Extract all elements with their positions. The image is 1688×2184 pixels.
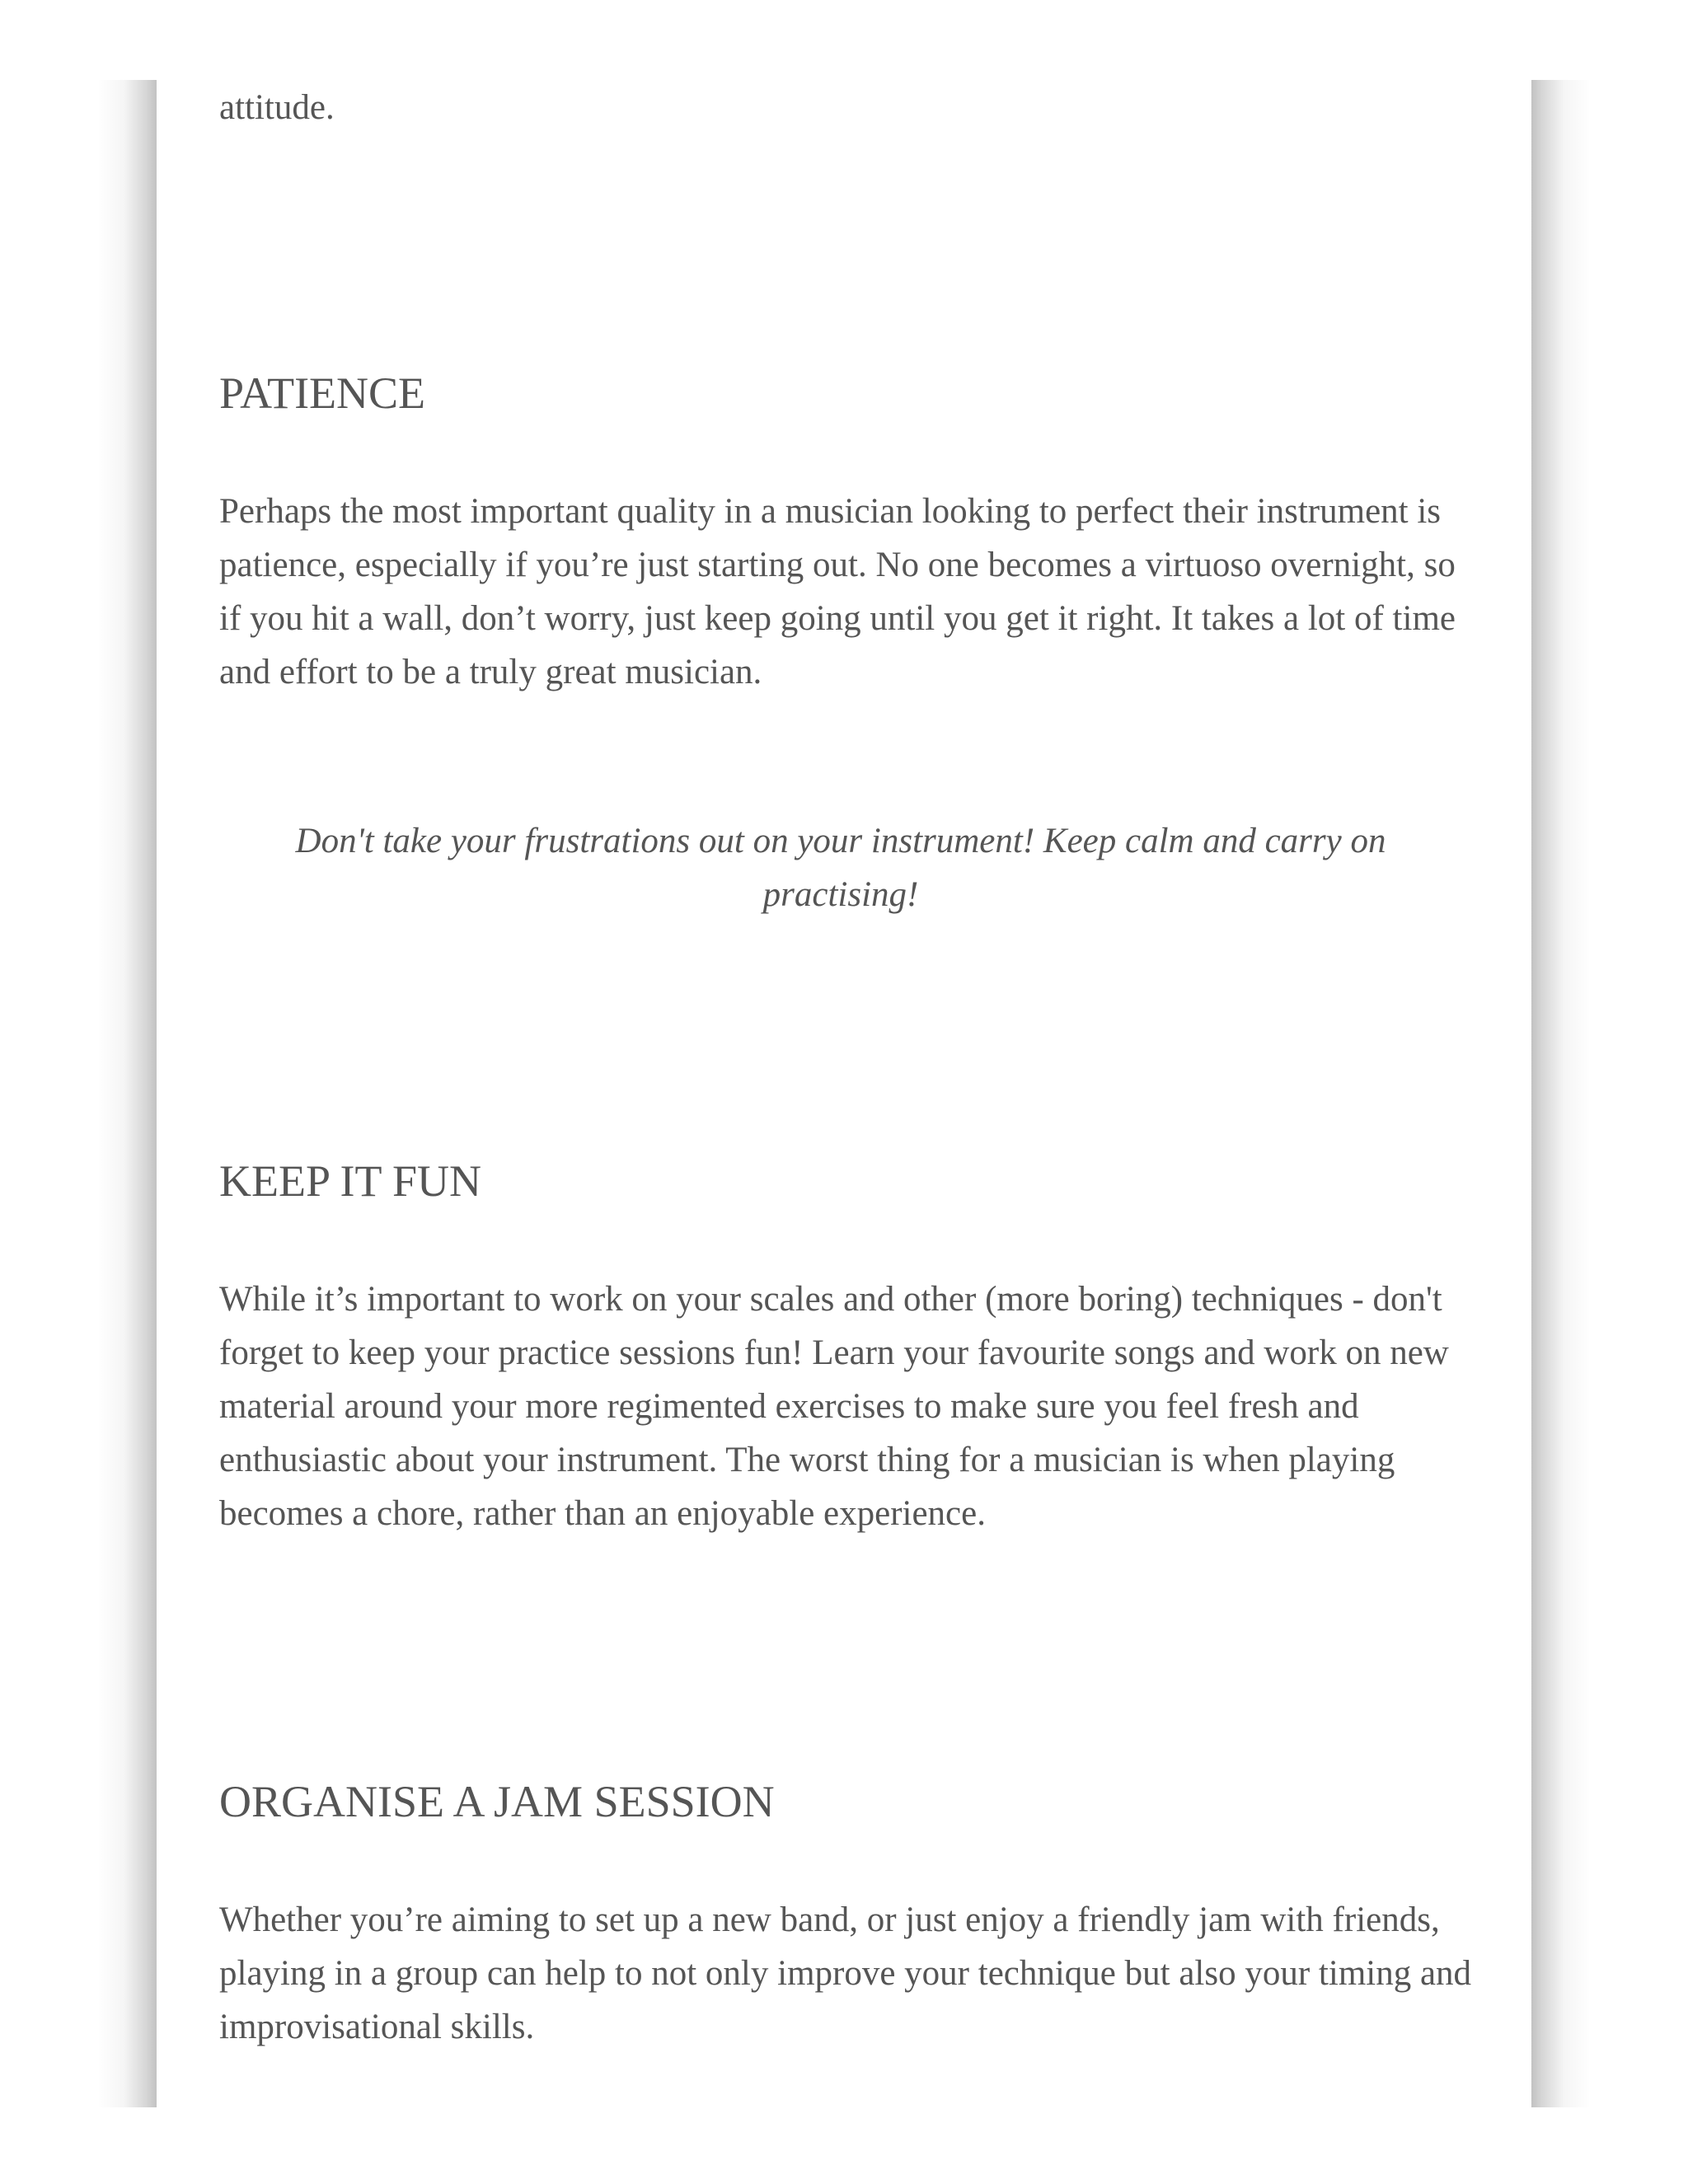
heading-patience: PATIENCE [219, 368, 426, 418]
page-shadow-right [1531, 80, 1591, 2107]
paragraph-keep-it-fun: While it’s important to work on your scales and other (more boring) techniques - don't forget to keep your practice sessions fun! Learn your favourite songs and work on new material around your more regimented exercises to make sure you feel fresh and enthusiastic about your instrument. The worst thing for a musician is when playing becomes a chore, rather than an enjoyable experience. [219, 1280, 1449, 1533]
quote-patience: Don't take your frustrations out on your instrument! Keep calm and carry on practising! [295, 822, 1386, 914]
heading-keep-it-fun: KEEP IT FUN [219, 1156, 482, 1206]
paragraph-fragment: attitude. [219, 88, 335, 127]
page-shadow-left [97, 80, 157, 2107]
paragraph-jam-session: Whether you’re aiming to set up a new band, or just enjoy a friendly jam with friends, playing in a group can help to not only improve your technique but also your timing and improvisational skills. [219, 1900, 1472, 2046]
heading-jam-session: ORGANISE A JAM SESSION [219, 1777, 775, 1826]
paragraph-patience: Perhaps the most important quality in a musician looking to perfect their instrument is patience, especially if you’re just starting out. No one becomes a virtuoso overnight, so if you hit a wall, don’t worry, just keep going until you get it right. It takes a lot of time and effort to be a truly great musician. [219, 492, 1456, 691]
